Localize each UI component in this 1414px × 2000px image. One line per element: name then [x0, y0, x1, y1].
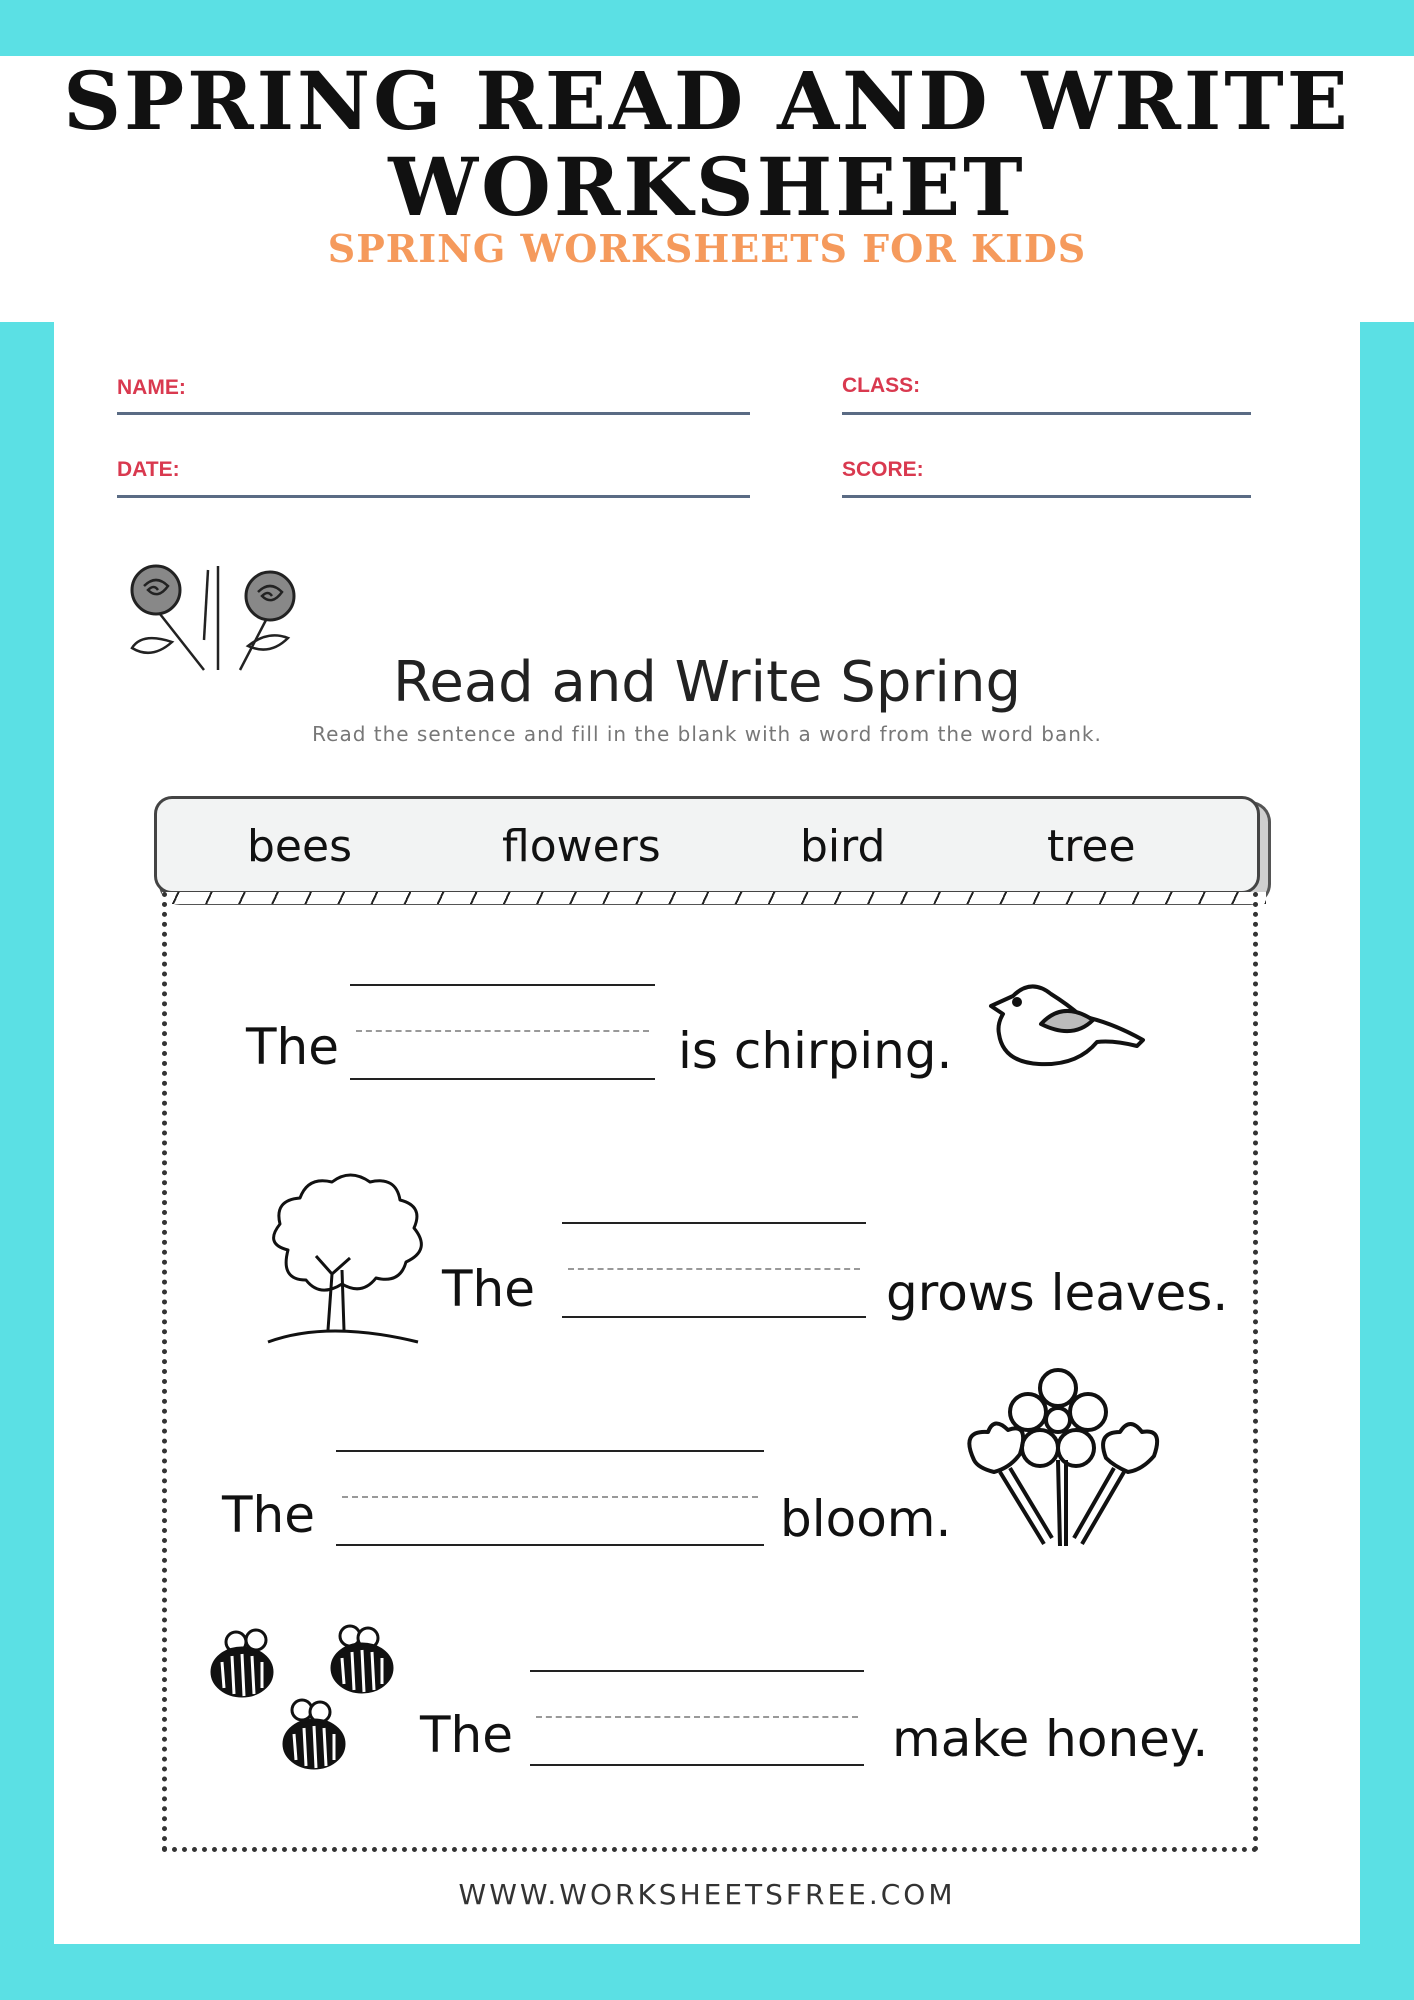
- tree-icon: [258, 1170, 428, 1342]
- bird-icon: [985, 978, 1165, 1078]
- name-line: [117, 412, 750, 415]
- page-title-line1: SPRING READ AND WRITE: [63, 54, 1351, 148]
- date-line: [117, 495, 750, 498]
- worksheet-instructions: Read the sentence and fill in the blank with a word from the word bank.: [312, 722, 1102, 746]
- footer-url: WWW.WORKSHEETSFREE.COM: [458, 1878, 956, 1911]
- sentence-4-start: The: [420, 1706, 513, 1764]
- page-subtitle: SPRING WORKSHEETS FOR KIDS: [327, 226, 1087, 271]
- date-label: DATE:: [117, 458, 180, 481]
- word-bank-item: tree: [1047, 821, 1136, 872]
- sentence-1-blank[interactable]: [350, 984, 655, 1082]
- sentence-1-end: is chirping.: [678, 1022, 953, 1080]
- score-label: SCORE:: [842, 458, 924, 481]
- page-title-line2: WORKSHEET: [388, 140, 1026, 234]
- class-line: [842, 412, 1251, 415]
- word-bank-item: flowers: [502, 821, 661, 872]
- sentence-2-end: grows leaves.: [886, 1264, 1229, 1322]
- sentence-2-start: The: [442, 1260, 535, 1318]
- sentence-3-end: bloom.: [780, 1490, 952, 1548]
- sentence-3-blank[interactable]: [336, 1450, 764, 1548]
- bees-icon: [210, 1628, 410, 1776]
- class-label: CLASS:: [842, 374, 921, 397]
- sentence-3-start: The: [222, 1486, 315, 1544]
- score-line: [842, 495, 1251, 498]
- word-bank-item: bees: [247, 821, 352, 872]
- word-bank: [154, 796, 1260, 894]
- sentence-4-blank[interactable]: [530, 1670, 864, 1768]
- sentence-4-end: make honey.: [892, 1710, 1209, 1768]
- name-label: NAME:: [117, 376, 186, 399]
- word-bank-item: bird: [800, 821, 886, 872]
- sentence-1-start: The: [246, 1018, 339, 1076]
- sentence-2-blank[interactable]: [562, 1222, 866, 1320]
- flowers-icon: [954, 1368, 1172, 1550]
- worksheet-title: Read and Write Spring: [392, 650, 1022, 715]
